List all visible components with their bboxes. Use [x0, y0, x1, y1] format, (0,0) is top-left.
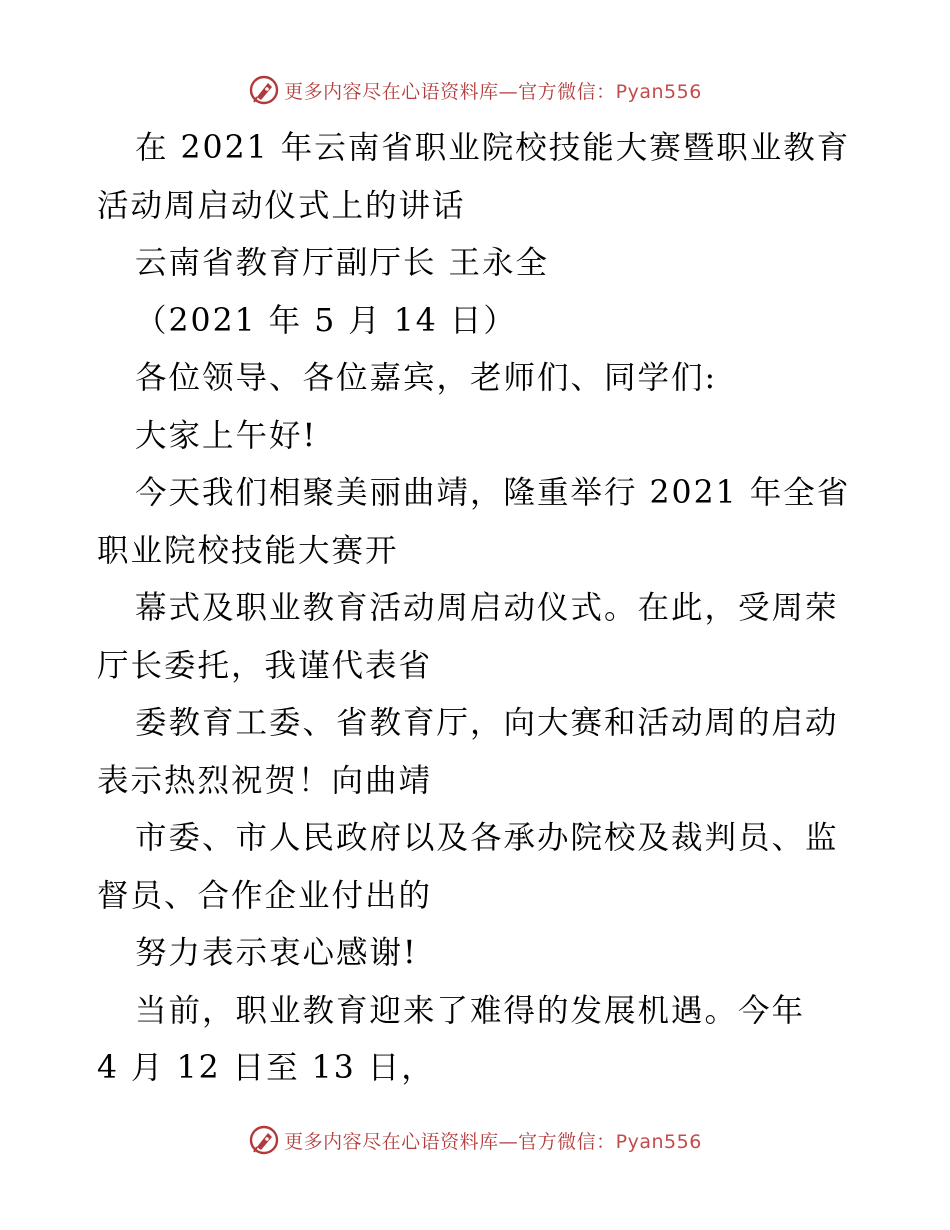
text-line: 当前，职业教育迎来了难得的发展机遇。今年	[135, 992, 806, 1029]
header-watermark	[0, 72, 950, 108]
text-line: 厅长委托，我谨代表省	[97, 647, 433, 684]
text-line: 各位领导、各位嘉宾，老师们、同学们:	[135, 360, 718, 396]
text-line: 今天我们相聚美丽曲靖，隆重举行 2021 年全省	[135, 475, 851, 511]
text-line: 大家上午好!	[135, 417, 318, 454]
pen-nib-logo-icon	[248, 74, 280, 106]
text-line: 4 月 12 日至 13 日，	[97, 1050, 435, 1086]
watermark-wechat-id: Pyan556	[615, 1130, 702, 1153]
watermark-wechat-id: Pyan556	[615, 80, 702, 103]
text-line: 市委、市人民政府以及各承办院校及裁判员、监	[135, 820, 839, 856]
text-line: 在 2021 年云南省职业院校技能大赛暨职业教育	[135, 130, 851, 166]
text-line: （2021 年 5 月 14 日）	[135, 302, 517, 339]
text-line: 云南省教育厅副厅长 王永全	[135, 245, 550, 281]
text-line: 活动周启动仪式上的讲话	[97, 187, 466, 224]
text-line: 幕式及职业教育活动周启动仪式。在此，受周荣	[135, 590, 839, 626]
text-line: 职业院校技能大赛开	[97, 532, 399, 569]
speech-body	[97, 120, 853, 1098]
watermark-text: 更多内容尽在心语资料库—官方微信：	[284, 1130, 616, 1153]
pen-nib-logo-icon	[248, 1124, 280, 1156]
watermark-text: 更多内容尽在心语资料库—官方微信：	[284, 80, 616, 103]
footer-watermark	[0, 1122, 950, 1158]
text-line: 委教育工委、省教育厅，向大赛和活动周的启动	[135, 705, 839, 741]
text-line: 督员、合作企业付出的	[97, 877, 433, 914]
text-line: 表示热烈祝贺！向曲靖	[97, 762, 433, 799]
text-line: 努力表示衷心感谢!	[135, 935, 418, 971]
